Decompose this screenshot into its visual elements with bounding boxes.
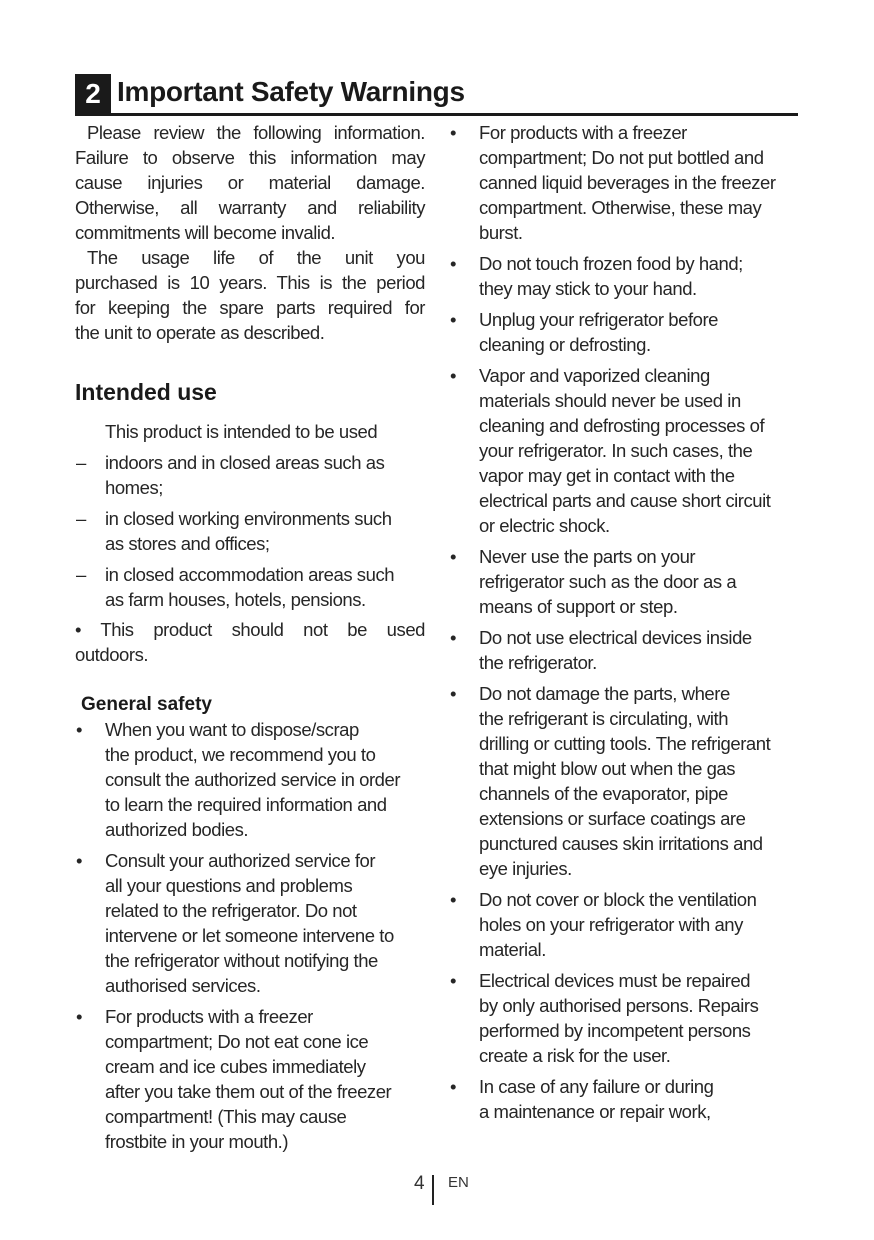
text-line: authorized bodies. <box>105 819 249 840</box>
list-item <box>76 848 426 998</box>
bullet-icon: • <box>450 889 457 910</box>
list-item <box>450 887 800 962</box>
text-line: electrical parts and cause short circuit <box>479 490 771 511</box>
text-line: your refrigerator. In such cases, the <box>479 440 753 461</box>
text-line: Vapor and vaporized cleaning <box>479 365 710 386</box>
list-item <box>450 251 800 301</box>
text-line: after you take them out of the freezer <box>105 1081 392 1102</box>
text-line: Do not touch frozen food by hand; <box>479 253 743 274</box>
text-line: extensions or surface coatings are <box>479 808 746 829</box>
text-line: Unplug your refrigerator before <box>479 309 719 330</box>
text-line: For products with a freezer <box>105 1006 313 1027</box>
text-line: cleaning and defrosting processes of <box>479 415 765 436</box>
text-line: punctured causes skin irritations and <box>479 833 763 854</box>
text-line: purchased is 10 years. This is the period <box>75 272 425 293</box>
text-line: compartment; Do not put bottled and <box>479 147 764 168</box>
text-line: that might blow out when the gas <box>479 758 736 779</box>
text-line: by only authorised persons. Repairs <box>479 995 759 1016</box>
text-line: as stores and offices; <box>105 533 270 554</box>
list-item <box>450 625 800 675</box>
list-item <box>76 717 426 842</box>
text-line: performed by incompetent persons <box>479 1020 751 1041</box>
text-line: outdoors. <box>75 644 149 665</box>
text-line: Please review the following information. <box>87 122 425 143</box>
text-line: the refrigerator without notifying the <box>105 950 378 971</box>
text-line: materials should never be used in <box>479 390 741 411</box>
bullet-icon: • <box>450 309 457 330</box>
bullet-icon: – <box>76 508 87 529</box>
bullet-icon: • <box>450 253 457 274</box>
text-line: Otherwise, all warranty and reliability <box>75 197 425 218</box>
text-line: burst. <box>479 222 523 243</box>
list-item <box>76 562 426 612</box>
general-safety-list-right <box>450 120 800 1124</box>
text-line: in closed working environments such <box>105 508 392 529</box>
general-safety-list-left <box>76 717 426 1154</box>
text-line: cleaning or defrosting. <box>479 334 651 355</box>
list-item <box>450 968 800 1068</box>
text-line: intervene or let someone intervene to <box>105 925 394 946</box>
section-header <box>75 74 798 116</box>
bullet-icon: – <box>76 452 87 473</box>
text-line: holes on your refrigerator with any <box>479 914 743 935</box>
list-item <box>450 1074 800 1124</box>
bullet-icon: – <box>76 564 87 585</box>
text-line: commitments will become invalid. <box>75 222 336 243</box>
text-line: • This product should not be used <box>75 619 425 640</box>
bullet-icon: • <box>450 546 457 567</box>
text-line: in closed accommodation areas such <box>105 564 395 585</box>
bullet-icon: • <box>450 970 457 991</box>
text-line: Do not use electrical devices inside <box>479 627 752 648</box>
intro-paragraph-1 <box>75 120 425 245</box>
text-line: compartment; Do not eat cone ice <box>105 1031 369 1052</box>
text-line: as farm houses, hotels, pensions. <box>105 589 366 610</box>
list-item <box>76 1004 426 1154</box>
text-line: consult the authorized service in order <box>105 769 401 790</box>
text-line: Do not damage the parts, where <box>479 683 730 704</box>
text-line: Failure to observe this information may <box>75 147 425 168</box>
text-line: frostbite in your mouth.) <box>105 1131 289 1152</box>
text-line: canned liquid beverages in the freezer <box>479 172 776 193</box>
text-line: The usage life of the unit you <box>87 247 425 268</box>
text-line: Never use the parts on your <box>479 546 696 567</box>
text-line: homes; <box>105 477 163 498</box>
bullet-icon: • <box>450 683 457 704</box>
bullet-icon: • <box>450 365 457 386</box>
text-line: cause injuries or material damage. <box>75 172 425 193</box>
text-line: the product, we recommend you to <box>105 744 376 765</box>
page-title: Important Safety Warnings <box>117 76 465 107</box>
outdoor-note <box>75 617 425 667</box>
list-item <box>450 307 800 357</box>
text-line: When you want to dispose/scrap <box>105 719 359 740</box>
intro-paragraph-2 <box>75 245 425 345</box>
bullet-icon: • <box>450 122 457 143</box>
bullet-icon: • <box>450 1076 457 1097</box>
footer-divider <box>432 1175 434 1205</box>
text-line: the unit to operate as described. <box>75 322 325 343</box>
list-item <box>450 363 800 538</box>
general-safety-heading: General safety <box>81 694 212 715</box>
text-line: refrigerator such as the door as a <box>479 571 737 592</box>
text-line: related to the refrigerator. Do not <box>105 900 357 921</box>
chapter-number: 2 <box>75 74 111 114</box>
text-line: they may stick to your hand. <box>479 278 697 299</box>
text-line: indoors and in closed areas such as <box>105 452 385 473</box>
language-code: EN <box>448 1174 469 1191</box>
list-item <box>450 120 800 245</box>
text-line: authorised services. <box>105 975 261 996</box>
intended-use-lead: This product is intended to be used <box>105 421 378 442</box>
text-line: Do not cover or block the ventilation <box>479 889 757 910</box>
list-item <box>76 450 426 500</box>
bullet-icon: • <box>76 1006 83 1027</box>
intended-use-list <box>76 450 426 612</box>
text-line: create a risk for the user. <box>479 1045 671 1066</box>
page-number: 4 <box>414 1173 425 1194</box>
text-line: the refrigerant is circulating, with <box>479 708 729 729</box>
text-line: for keeping the spare parts required for <box>75 297 425 318</box>
list-item <box>450 544 800 619</box>
text-line: channels of the evaporator, pipe <box>479 783 728 804</box>
bullet-icon: • <box>76 719 83 740</box>
text-line: drilling or cutting tools. The refrigerant <box>479 733 771 754</box>
text-line: For products with a freezer <box>479 122 687 143</box>
text-line: Consult your authorized service for <box>105 850 376 871</box>
text-line: vapor may get in contact with the <box>479 465 735 486</box>
text-line: the refrigerator. <box>479 652 597 673</box>
text-line: material. <box>479 939 546 960</box>
text-line: means of support or step. <box>479 596 678 617</box>
text-line: In case of any failure or during <box>479 1076 714 1097</box>
text-line: cream and ice cubes immediately <box>105 1056 366 1077</box>
text-line: Electrical devices must be repaired <box>479 970 751 991</box>
text-line: compartment! (This may cause <box>105 1106 347 1127</box>
text-line: compartment. Otherwise, these may <box>479 197 762 218</box>
text-line: to learn the required information and <box>105 794 387 815</box>
text-line: a maintenance or repair work, <box>479 1101 711 1122</box>
text-line: or electric shock. <box>479 515 610 536</box>
text-line: eye injuries. <box>479 858 572 879</box>
bullet-icon: • <box>450 627 457 648</box>
list-item <box>450 681 800 881</box>
list-item <box>76 506 426 556</box>
intended-use-heading: Intended use <box>75 379 217 405</box>
text-line: all your questions and problems <box>105 875 353 896</box>
bullet-icon: • <box>76 850 83 871</box>
